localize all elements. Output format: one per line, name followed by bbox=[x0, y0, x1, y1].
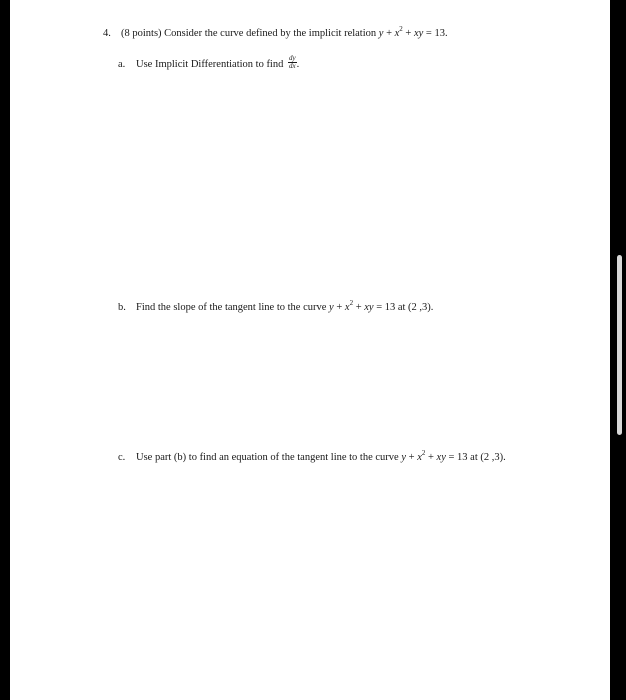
vertical-scrollbar[interactable] bbox=[617, 255, 622, 435]
question-number: 4. bbox=[103, 28, 111, 39]
part-a-text: a. Use Implicit Differentiation to find $\frac{dy}{dx}$ . bbox=[118, 54, 300, 70]
question-4-text: 4. (8 points) Consider the curve defined by the implicit relation $y + x^2$ + xy = 13. bbox=[103, 24, 448, 39]
part-a-prompt: Use Implicit Differentiation to find bbox=[136, 58, 286, 70]
part-b-letter: b. bbox=[118, 302, 126, 313]
part-c-prompt: Use part (b) to find an equation of the tangent line to the curve bbox=[136, 452, 402, 463]
part-a-letter: a. bbox=[118, 58, 126, 70]
part-b-text: b. Find the slope of the tangent line to the curve $y + x^2$ + xy = 13 at (2 ,3). bbox=[118, 298, 434, 313]
part-c-letter: c. bbox=[118, 452, 126, 463]
derivative-fraction: $\frac{dy}{dx}$ bbox=[288, 54, 296, 70]
part-c-text: c. Use part (b) to find an equation of the tangent line to the curve $y + x^2$ + xy = 13 at (2 ,3). bbox=[118, 448, 506, 463]
question-intro: (8 points) Consider the curve defined by the implicit relation bbox=[121, 28, 379, 39]
part-b-prompt: Find the slope of the tangent line to the curve bbox=[136, 302, 330, 313]
document-page bbox=[10, 0, 610, 700]
